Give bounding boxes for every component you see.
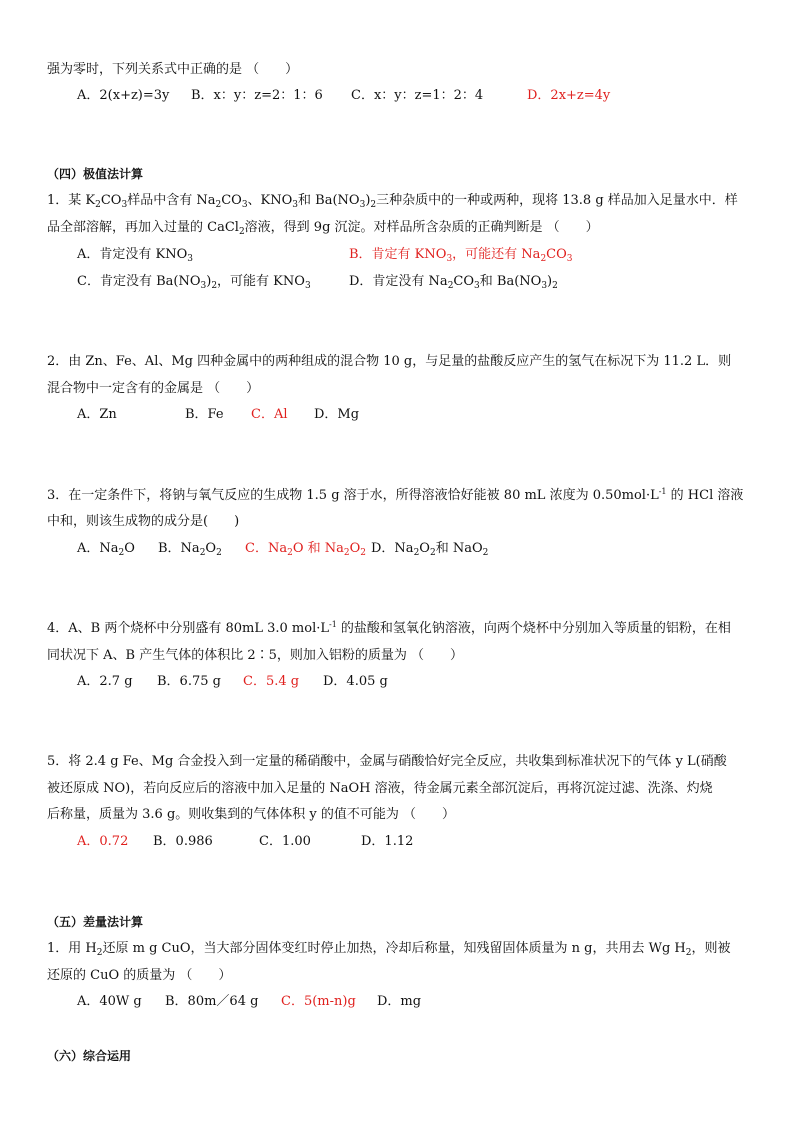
question-line: 中和，则该生成物的成分是( ) bbox=[47, 514, 240, 529]
option-b-answer: B．肯定有 $KNO_3$，可能还有 $Na_2CO_3$ bbox=[349, 247, 573, 264]
question-line: 被还原成 NO)，若向反应后的溶液中加入足量的 NaOH 溶液，待金属元素全部沉淀后，再将沉淀过滤、洗涤、灼烧 bbox=[47, 781, 713, 796]
option-b: B．80m／64 g bbox=[165, 994, 259, 1009]
question-line: 3．在一定条件下，将钠与氧气反应的生成物 1.5 g 溶于水，所得溶液恰好能被 80 mL 浓度为 $0.50mol\cdot L^{-1}$ 的 HCl 溶液 bbox=[47, 487, 744, 503]
option-a: A．肯定没有 $KNO_3$ bbox=[77, 247, 193, 264]
option-c-answer: C．5.4 g bbox=[243, 674, 300, 689]
option-a: A．$Na_2O$ bbox=[77, 541, 135, 558]
question-line: 4．A、B 两个烧杯中分别盛有 80mL 3.0 $mol\cdot L^{-1}$ 的盐酸和氢氧化钠溶液，向两个烧杯中分别加入等质量的铝粉，在相 bbox=[47, 620, 731, 636]
option-c: C．1.00 bbox=[259, 834, 311, 849]
option-a-answer: A．0.72 bbox=[77, 834, 129, 849]
question-line: 5．将 2.4 g Fe、Mg 合金投入到一定量的稀硝酸中，金属与硝酸恰好完全反应，共收集到标准状况下的气体 y L(硝酸 bbox=[47, 754, 727, 769]
option-a: A．2.7 g bbox=[77, 674, 133, 689]
question-line: 后称量，质量为 3.6 g。则收集到的气体体积 y 的值不可能为 （ ） bbox=[47, 807, 456, 822]
section-title: （四）极值法计算 bbox=[47, 167, 144, 181]
option-b: B．Fe bbox=[185, 407, 224, 422]
option-c-answer: C．Al bbox=[251, 407, 288, 422]
option-b: B．0.986 bbox=[153, 834, 213, 849]
option-c: C．x：y：z=1：2：4 bbox=[351, 88, 484, 103]
question-line: 2．由 Zn、Fe、Al、Mg 四种金属中的两种组成的混合物 10 g，与足量的盐酸反应产生的氢气在标况下为 11.2 L．则 bbox=[47, 354, 732, 369]
option-d: D．1.12 bbox=[361, 834, 414, 849]
section-title: （五）差量法计算 bbox=[47, 915, 144, 929]
option-a: A．40W g bbox=[77, 994, 142, 1009]
question-line: 1．某 $K_2CO_3$样品中含有 $Na_2CO_3$、$KNO_3$和 $Ba(NO_3)_2$三种杂质中的一种或两种，现将 13.8 g 样品加入足量水中．样 bbox=[47, 193, 738, 210]
option-b: B．$Na_2O_2$ bbox=[158, 541, 222, 558]
option-d: D．肯定没有 $Na_2CO_3$和 $Ba(NO_3)_2$ bbox=[349, 274, 558, 291]
question-line: 品全部溶解，再加入过量的 CaCl$_2$溶液，得到 9g 沉淀。对样品所含杂质的正确判断是 （ ） bbox=[47, 220, 599, 237]
question-line: 还原的 CuO 的质量为 （ ） bbox=[47, 968, 232, 983]
option-d-answer: D．2x+z=4y bbox=[527, 88, 611, 103]
question-stem: 强为零时，下列关系式中正确的是 （ ） bbox=[47, 62, 299, 77]
question-line: 同状况下 A、B 产生气体的体积比 2∶5，则加入铝粉的质量为 （ ） bbox=[47, 648, 464, 663]
option-d: D．4.05 g bbox=[323, 674, 388, 689]
option-b: B．6.75 g bbox=[157, 674, 221, 689]
option-c-answer: C．5(m-n)g bbox=[281, 994, 356, 1009]
option-d: D．Mg bbox=[314, 407, 360, 422]
option-c-answer: C．$Na_2O$ 和 $Na_2O_2$ bbox=[245, 541, 367, 558]
option-b: B．x：y：z=2：1：6 bbox=[191, 88, 323, 103]
option-a: A．2(x+z)=3y bbox=[77, 88, 170, 103]
option-d: D．mg bbox=[377, 994, 422, 1009]
option-d: D．$Na_2O_2$和 NaO$_2$ bbox=[371, 541, 489, 558]
section-title: （六）综合运用 bbox=[47, 1049, 132, 1063]
question-line: 1．用 $H_2$还原 m g CuO，当大部分固体变红时停止加热，冷却后称量，知残留固体质量为 n g，共用去 Wg $H_2$，则被 bbox=[47, 941, 731, 958]
question-line: 混合物中一定含有的金属是 （ ） bbox=[47, 381, 260, 396]
option-a: A．Zn bbox=[77, 407, 117, 422]
option-c: C．肯定没有 $Ba(NO_3)_2$，可能有 $KNO_3$ bbox=[77, 274, 311, 291]
